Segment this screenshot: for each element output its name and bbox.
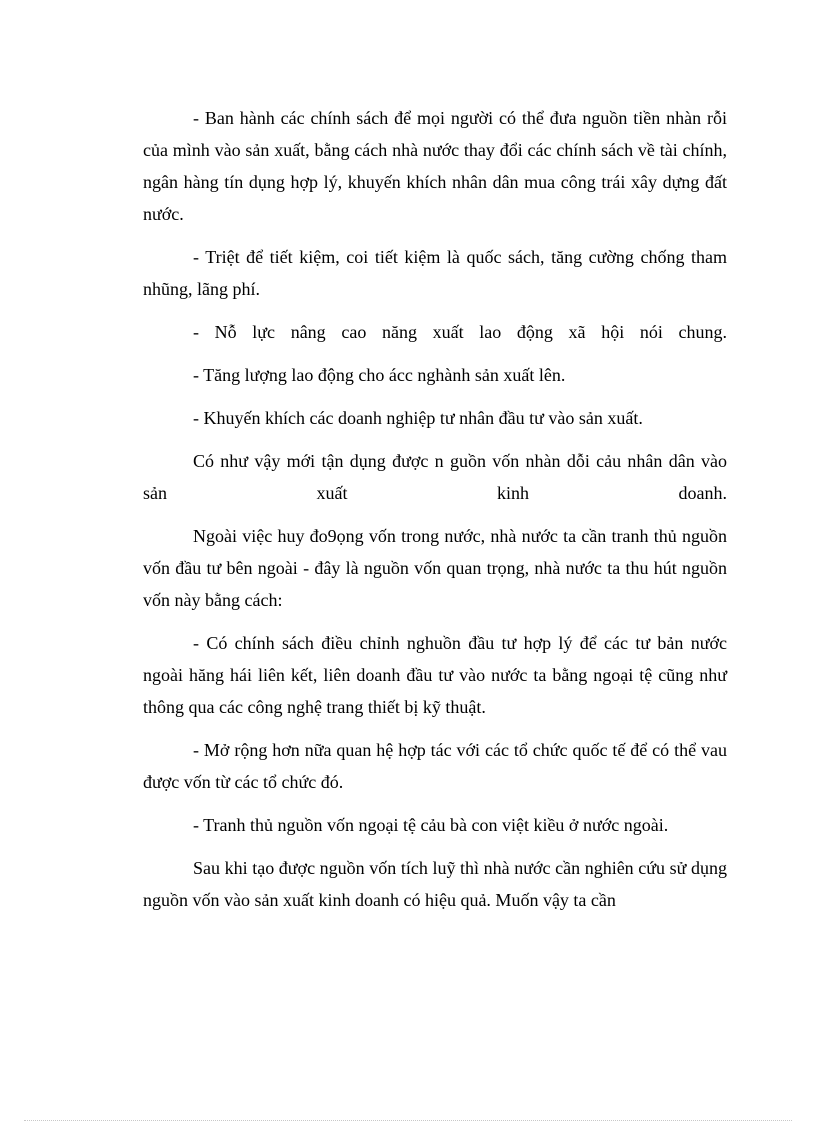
paragraph-1: - Ban hành các chính sách để mọi người có thể đưa nguồn tiền nhàn rỗi của mình vào sản xuất, bằng cách nhà nước thay đổi các chính sách về tài chính, ngân hàng tín dụng hợp lý, khuyến khích nhân dân mua công trái xây dựng đất nước. bbox=[143, 108, 727, 224]
paragraph-9: - Mở rộng hơn nữa quan hệ hợp tác với các tổ chức quốc tế để có thể vau được vốn từ các tổ chức đó. bbox=[143, 740, 727, 792]
paragraph-8: - Có chính sách điều chỉnh nghuồn đầu tư hợp lý để các tư bản nước ngoài hăng hái liên kết, liên doanh đầu tư vào nước ta bằng ngoại tệ cũng như thông qua các công nghệ trang thiết bị kỹ thuật. bbox=[143, 633, 727, 717]
page-bottom-divider bbox=[24, 1120, 792, 1121]
paragraph-2: - Triệt để tiết kiệm, coi tiết kiệm là quốc sách, tăng cường chống tham nhũng, lãng phí. bbox=[143, 247, 727, 299]
document-body bbox=[143, 102, 727, 927]
paragraph-7: Ngoài việc huy đo9ọng vốn trong nước, nhà nước ta cần tranh thủ nguồn vốn đầu tư bên ngoài - đây là nguồn vốn quan trọng, nhà nước ta thu hút nguồn vốn này bằng cách: bbox=[143, 526, 727, 610]
paragraph-11: Sau khi tạo được nguồn vốn tích luỹ thì nhà nước cần nghiên cứu sử dụng nguồn vốn vào sản xuất kinh doanh có hiệu quả. Muốn vậy ta cần bbox=[143, 858, 727, 910]
paragraph-4: - Tăng lượng lao động cho ácc nghành sản xuất lên. bbox=[193, 365, 566, 385]
paragraph-3: - Nỗ lực nâng cao năng xuất lao động xã hội nói chung. bbox=[193, 322, 727, 342]
paragraph-10: - Tranh thủ nguồn vốn ngoại tệ cảu bà con việt kiều ở nước ngoài. bbox=[193, 815, 669, 835]
paragraph-6: Có như vậy mới tận dụng được n guồn vốn nhàn dỗi cảu nhân dân vào sản xuất kinh doanh. bbox=[143, 451, 727, 503]
paragraph-5: - Khuyến khích các doanh nghiệp tư nhân đầu tư vào sản xuất. bbox=[193, 408, 643, 428]
